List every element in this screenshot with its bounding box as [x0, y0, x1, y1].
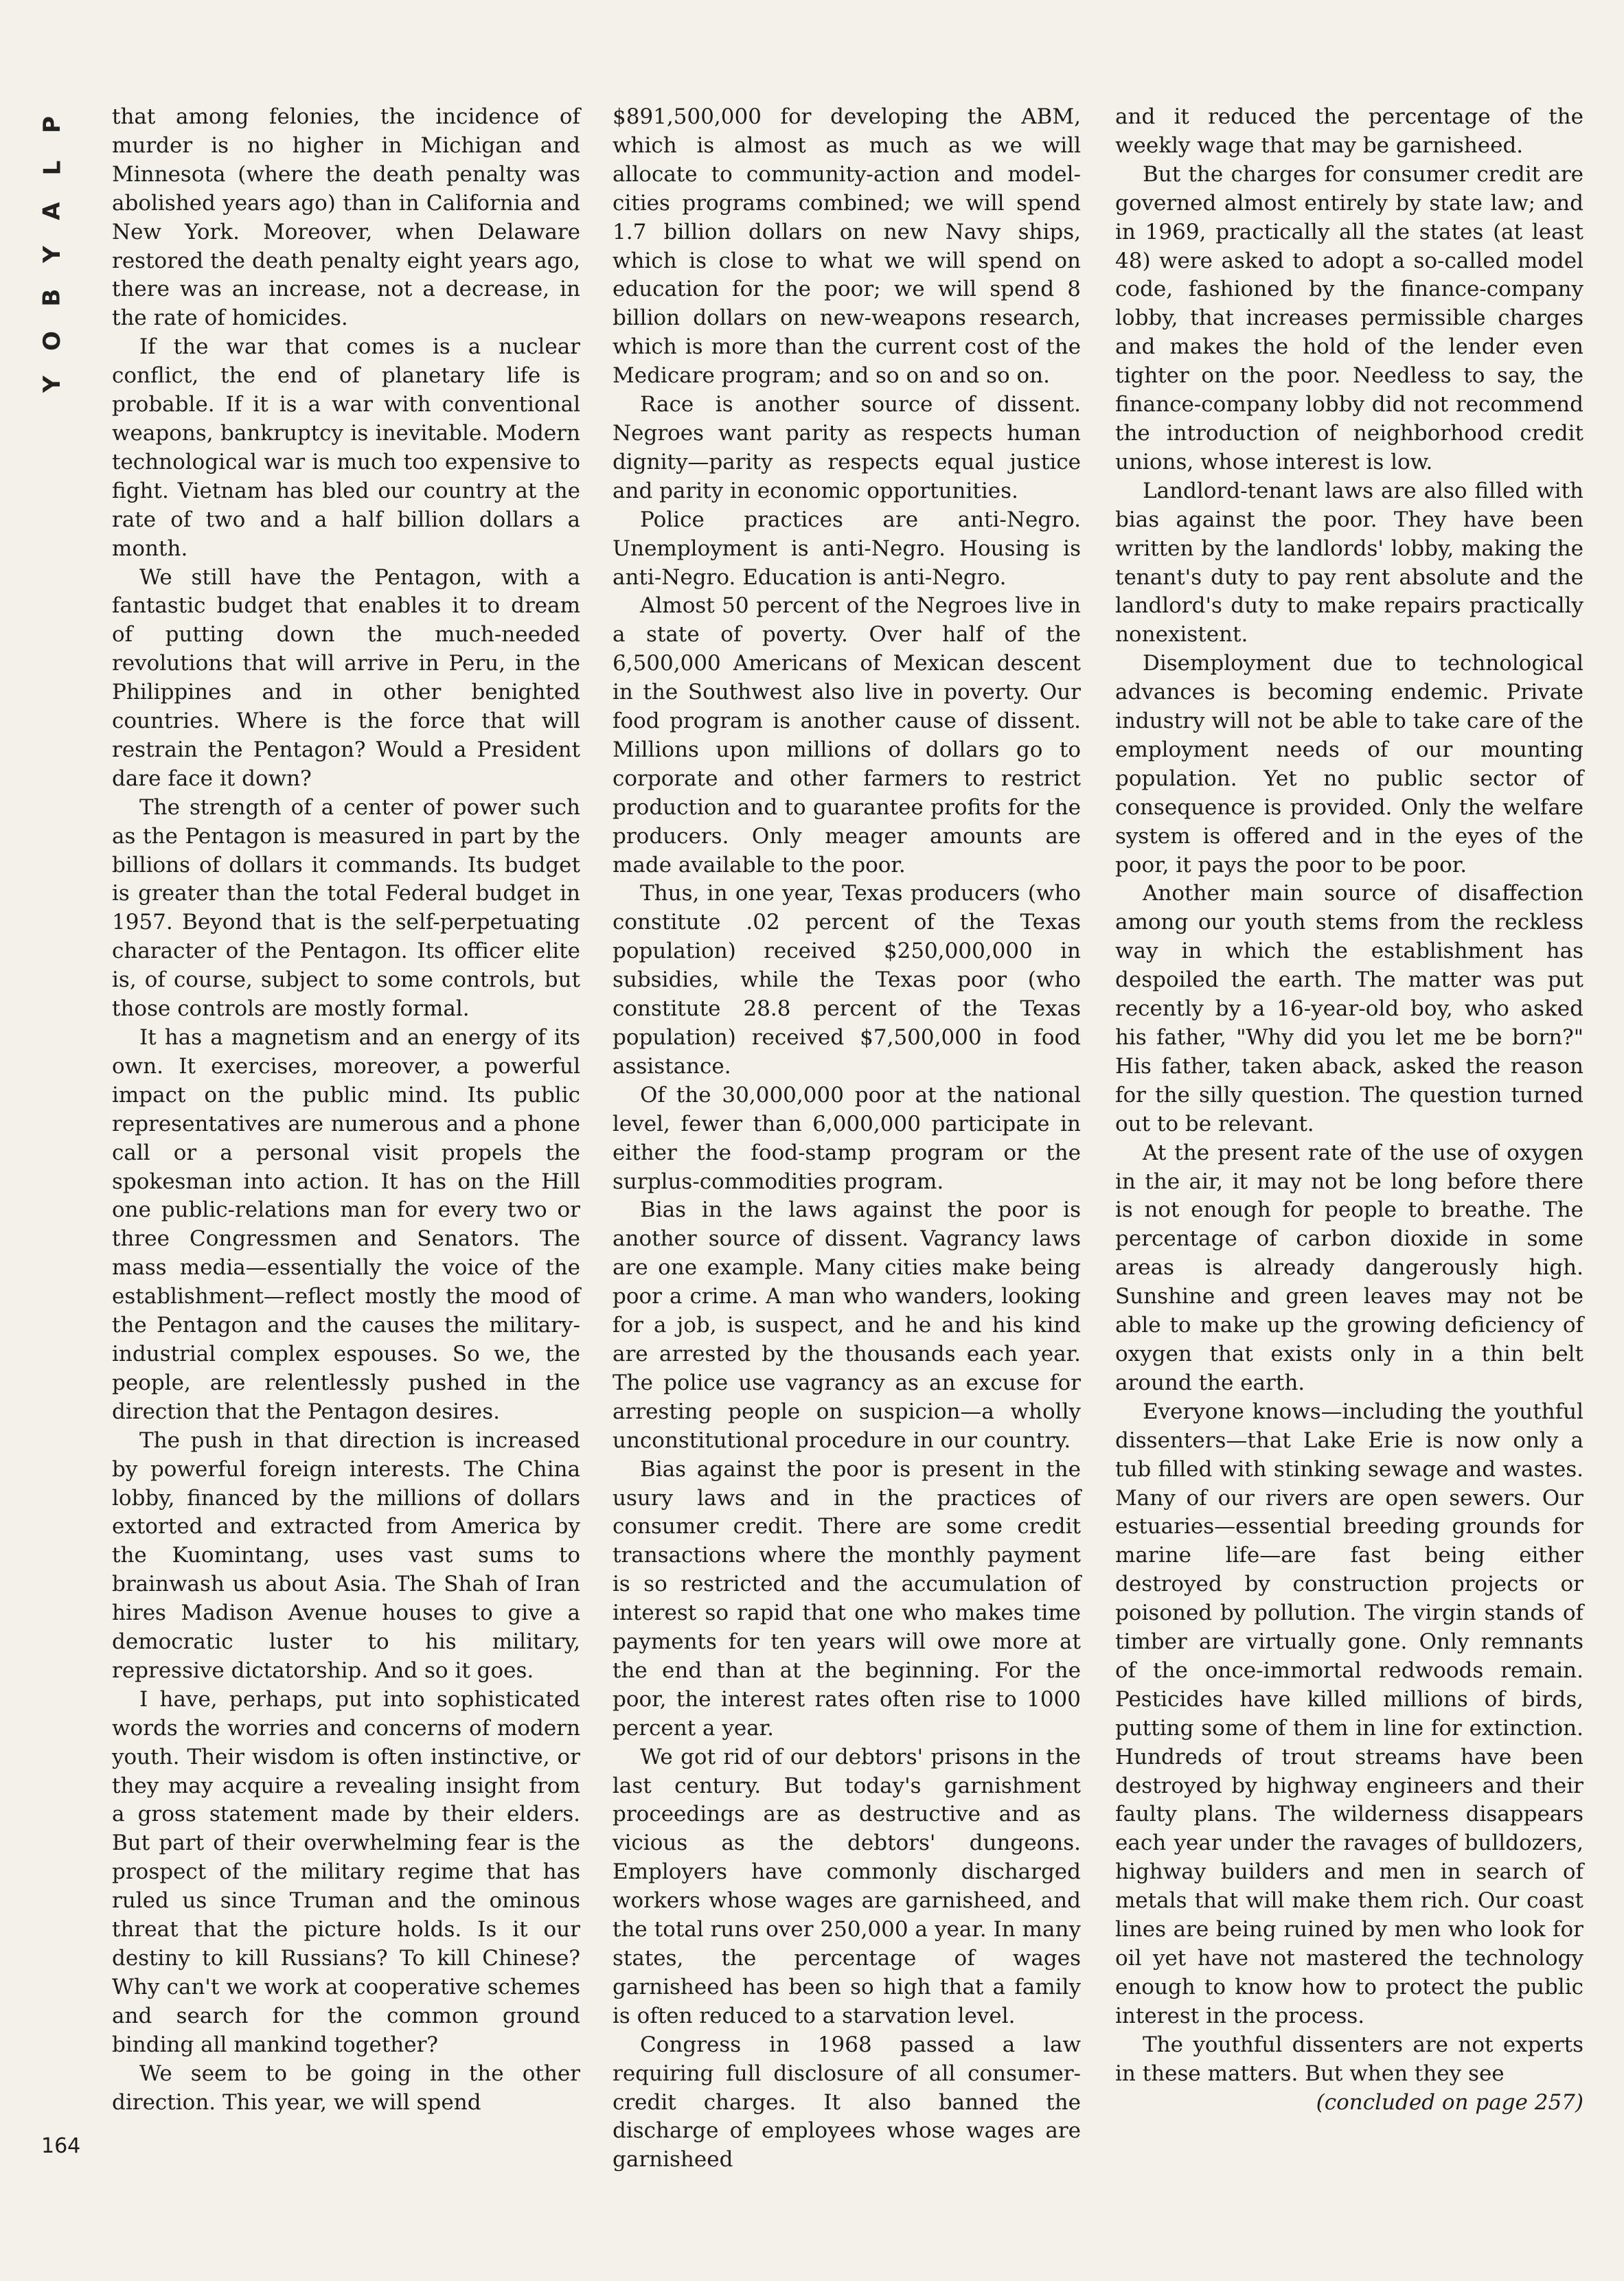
paragraph: If the war that comes is a nuclear conflict, the end of planetary life is probable. If it is a war with conventional weapons, bankruptcy is inevitable. Modern technological war is much too expensive to fight. Vietnam has bled our country at the rate of two and a half billion dollars a month.	[112, 334, 580, 561]
paragraph: The strength of a center of power such as the Pentagon is measured in part by the billions of dollars it commands. Its budget is greater than the total Federal budget in 1957. Beyond that is the self-perpetuating character of the Pentagon. Its officer elite is, of course, subject to some controls, but those controls are mostly formal.	[112, 794, 580, 1022]
paragraph: The youthful dissenters are not experts in these matters. But when they see	[1115, 2032, 1583, 2086]
paragraph: Race is another source of dissent. Negroes want parity as respects human dignity—parity as respects equal justice and parity in economic opportunities.	[613, 392, 1081, 503]
magazine-masthead-vertical	[38, 103, 66, 406]
paragraph: We seem to be going in the other direction. This year, we will spend	[112, 2061, 580, 2115]
paragraph: Police practices are anti-Negro. Unemployment is anti-Negro. Housing is anti-Negro. Education is anti-Negro.	[613, 507, 1081, 590]
paragraph: We still have the Pentagon, with a fantastic budget that enables it to dream of putting down the much-needed revolutions that will arrive in Peru, in the Philippines and in other benighted countries. Where is the force that will restrain the Pentagon? Would a President dare face it down?	[112, 564, 580, 791]
paragraph: Disemployment due to technological advances is becoming endemic. Private industry will not be able to take care of the employment needs of our mounting population. Yet no public sector of consequence is provided. Only the welfare system is offered and in the eyes of the poor, it pays the poor to be poor.	[1115, 651, 1583, 878]
page-number: 164	[41, 2134, 81, 2158]
paragraph: I have, perhaps, put into sophisticated words the worries and concerns of modern youth. Their wisdom is often instinctive, or they may acquire a revealing insight from a gross statement made by their elders. But part of their overwhelming fear is the prospect of the military regime that has ruled us since Truman and the ominous threat that the picture holds. Is it our destiny to kill Russians? To kill Chinese? Why can't we work at cooperative schemes and search for the common ground binding all mankind together?	[112, 1686, 580, 2057]
paragraph: Almost 50 percent of the Negroes live in a state of poverty. Over half of the 6,500,000 Americans of Mexican descent in the Southwest also live in poverty. Our food program is another cause of dissent. Millions upon millions of dollars go to corporate and other farmers to restrict production and to guarantee profits for the producers. Only meager amounts are made available to the poor.	[613, 593, 1081, 878]
paragraph: Of the 30,000,000 poor at the national level, fewer than 6,000,000 participate in either the food-stamp program or the surplus-commodities program.	[613, 1082, 1081, 1194]
masthead-letter: P	[38, 116, 66, 133]
masthead-letter: B	[38, 288, 66, 307]
paragraph: It has a magnetism and an energy of its own. It exercises, moreover, a powerful impact on the public mind. Its public representatives are numerous and a phone call or a personal visit propels the spokesman into action. It has on the Hill one public-relations man for every two or three Congressmen and Senators. The mass media—essentially the voice of the establishment—reflect mostly the mood of the Pentagon and the causes the military-industrial complex espouses. So we, the people, are relentlessly pushed in the direction that the Pentagon desires.	[112, 1025, 580, 1424]
paragraph: Congress in 1968 passed a law requiring full disclosure of all consumer-credit charges. It also banned the discharge of employees whose wages are garnisheed	[613, 2032, 1081, 2173]
paragraph: and it reduced the percentage of the weekly wage that may be garnisheed.	[1115, 104, 1583, 158]
paragraph: We got rid of our debtors' prisons in the last century. But today's garnishment proceedings are as destructive and as vicious as the debtors' dungeons. Employers have commonly discharged workers whose wages are garnisheed, and the total runs over 250,000 a year. In many states, the percentage of wages garnisheed has been so high that a family is often reduced to a starvation level.	[613, 1744, 1081, 2028]
paragraph: Bias against the poor is present in the usury laws and in the practices of consumer credit. There are some credit transactions where the monthly payment is so restricted and the accumulation of interest so rapid that one who makes time payments for ten years will owe more at the end than at the beginning. For the poor, the interest rates often rise to 1000 percent a year.	[613, 1456, 1081, 1741]
masthead-letter: Y	[38, 246, 66, 263]
paragraph: At the present rate of the use of oxygen in the air, it may not be long before there is not enough for people to breathe. The percentage of carbon dioxide in some areas is already dangerously high. Sunshine and green leaves may not be able to make up the growing deficiency of oxygen that exists only in a thin belt around the earth.	[1115, 1140, 1583, 1395]
paragraph: that among felonies, the incidence of murder is no higher in Michigan and Minnesota (where the death penalty was abolished years ago) than in California and New York. Moreover, when Delaware restored the death penalty eight years ago, there was an increase, not a decrease, in the rate of homicides.	[112, 104, 580, 331]
masthead-letter: Y	[38, 376, 66, 393]
paragraph: Thus, in one year, Texas producers (who constitute .02 percent of the Texas population) received $250,000,000 in subsidies, while the Texas poor (who constitute 28.8 percent of the Texas population) received $7,500,000 in food assistance.	[613, 881, 1081, 1079]
text-column-3	[1115, 103, 1583, 2117]
paragraph: $891,500,000 for developing the ABM, which is almost as much as we will allocate to community-action and model-cities programs combined; we will spend 1.7 billion dollars on new Navy ships, which is close to what we will spend on education for the poor; we will spend 8 billion dollars on new-weapons research, which is more than the current cost of the Medicare program; and so on and so on.	[613, 104, 1081, 389]
text-column-2	[613, 103, 1081, 2175]
paragraph: But the charges for consumer credit are governed almost entirely by state law; and in 1969, practically all the states (at least 48) were asked to adopt a so-called model code, fashioned by the finance-company lobby, that increases permissible charges and makes the hold of the lender even tighter on the poor. Needless to say, the finance-company lobby did not recommend the introduction of neighborhood credit unions, whose interest is low.	[1115, 161, 1583, 474]
masthead-letter: O	[38, 331, 66, 351]
masthead-letter: L	[38, 160, 66, 176]
masthead-letter: A	[38, 202, 66, 220]
paragraph: Bias in the laws against the poor is another source of dissent. Vagrancy laws are one example. Many cities make being poor a crime. A man who wanders, looking for a job, is suspect, and he and his kind are arrested by the thousands each year. The police use vagrancy as an excuse for arresting people on suspicion—a wholly unconstitutional procedure in our country.	[613, 1197, 1081, 1453]
paragraph: Another main source of disaffection among our youth stems from the reckless way in which the establishment has despoiled the earth. The matter was put recently by a 16-year-old boy, who asked his father, "Why did you let me be born?" His father, taken aback, asked the reason for the silly question. The question turned out to be relevant.	[1115, 881, 1583, 1136]
continuation-note: (concluded on page 257)	[1316, 2089, 1583, 2115]
paragraph: Everyone knows—including the youthful dissenters—that Lake Erie is now only a tub filled with stinking sewage and wastes. Many of our rivers are open sewers. Our estuaries—essential breeding grounds for marine life—are fast being either destroyed by construction projects or poisoned by pollution. The virgin stands of timber are virtually gone. Only remnants of the once-immortal redwoods remain. Pesticides have killed millions of birds, putting some of them in line for extinction. Hundreds of trout streams have been destroyed by highway engineers and their faulty plans. The wilderness disappears each year under the ravages of bulldozers, highway builders and men in search of metals that will make them rich. Our coast lines are being ruined by men who look for oil yet have not mastered the technology enough to know how to protect the public interest in the process.	[1115, 1399, 1583, 2028]
paragraph: Landlord-tenant laws are also filled with bias against the poor. They have been written by the landlords' lobby, making the tenant's duty to pay rent absolute and the landlord's duty to make repairs practically nonexistent.	[1115, 478, 1583, 647]
paragraph: The push in that direction is increased by powerful foreign interests. The China lobby, financed by the millions of dollars extorted and extracted from America by the Kuomintang, uses vast sums to brainwash us about Asia. The Shah of Iran hires Madison Avenue houses to give a democratic luster to his military, repressive dictatorship. And so it goes.	[112, 1428, 580, 1683]
text-column-1	[112, 103, 580, 2117]
